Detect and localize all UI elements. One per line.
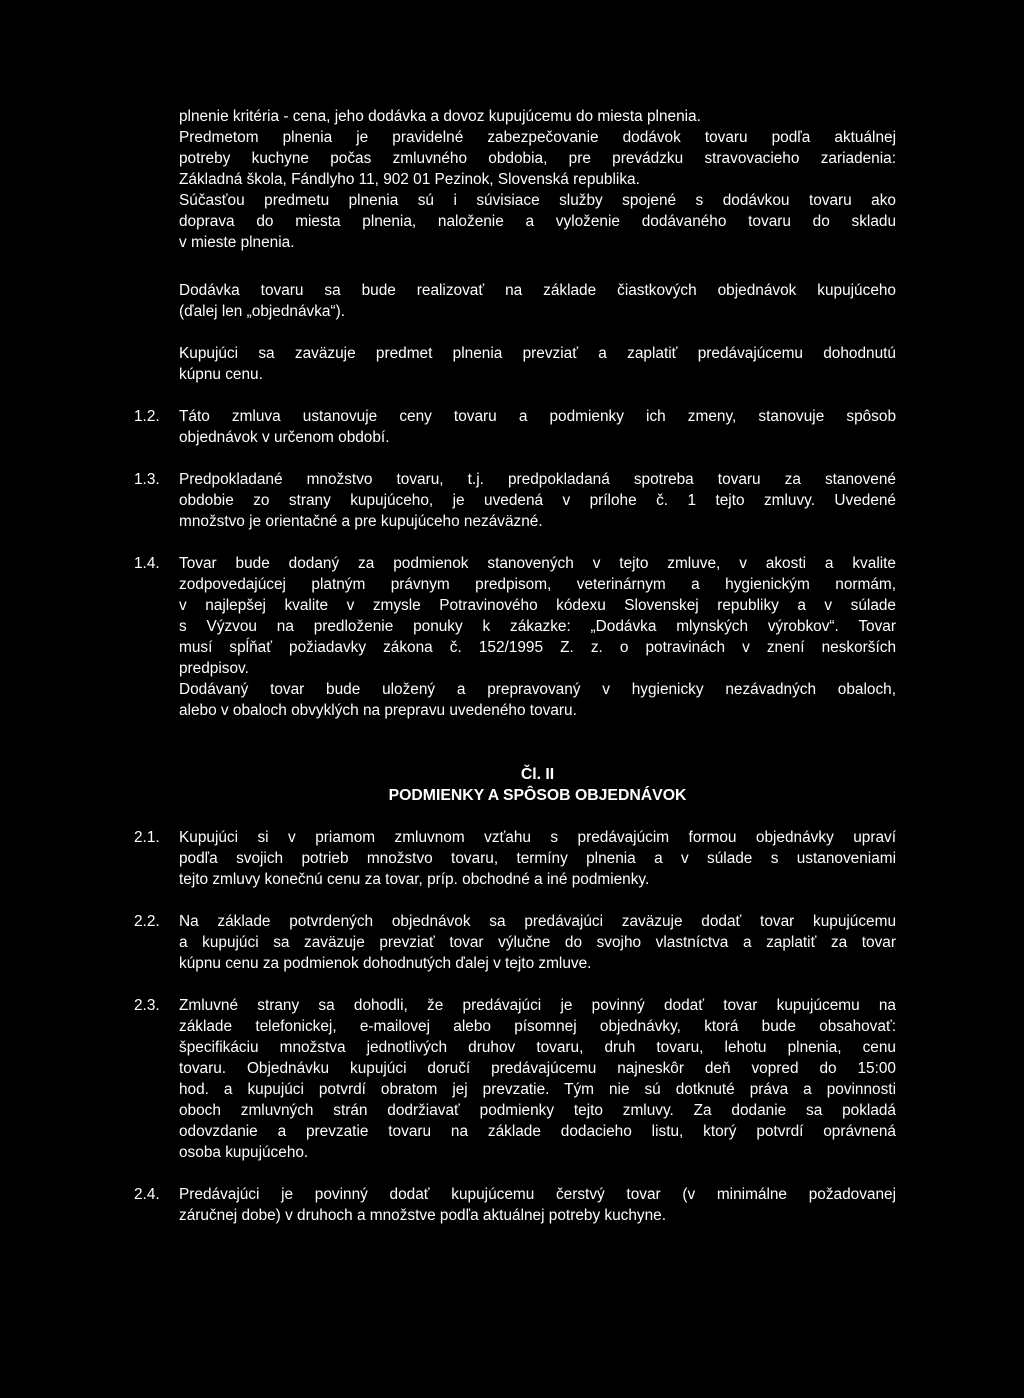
text-line: oboch zmluvných strán dodržiavať podmienky tejto zmluvy. Za dodanie sa pokladá: [179, 1102, 896, 1119]
text-line: v najlepšej kvalite v zmysle Potravinového kódexu Slovenskej republiky a v súlade: [179, 597, 896, 614]
text-line: Dodávaný tovar bude uložený a prepravovaný v hygienicky nezávadných obaloch,: [179, 681, 896, 698]
text-line: Kupujúci sa zaväzuje predmet plnenia prevziať a zaplatiť predávajúcemu dohodnutú: [179, 345, 896, 362]
intro-paragraph: [179, 106, 896, 253]
text-line: odovzdanie a prevzatie tovaru na základe dodacieho listu, ktorý potvrdí oprávnená: [179, 1123, 896, 1140]
text-line: Kupujúci si v priamom zmluvnom vzťahu s predávajúcim formou objednávky upraví: [179, 829, 896, 846]
text-line: množstvo je orientačné a pre kupujúceho nezáväzné.: [179, 513, 543, 530]
text-line: Zmluvné strany sa dohodli, že predávajúci je povinný dodať tovar kupujúcemu na: [179, 997, 896, 1014]
section-1-3: [179, 469, 896, 532]
text-line: Základná škola, Fándlyho 11, 902 01 Pezinok, Slovenská republika.: [179, 171, 640, 188]
text-line: kúpnu cenu.: [179, 366, 263, 383]
section-number: 2.1.: [134, 829, 160, 846]
payment-paragraph: [179, 343, 896, 385]
text-line: podľa svojich potrieb množstvo tovaru, termíny plnenia a v súlade s ustanoveniami: [179, 850, 896, 867]
text-line: v mieste plnenia.: [179, 234, 295, 251]
text-line: Táto zmluva ustanovuje ceny tovaru a podmienky ich zmeny, stanovuje spôsob: [179, 408, 896, 425]
text-line: Predpokladané množstvo tovaru, t.j. predpokladaná spotreba tovaru za stanovené: [179, 471, 896, 488]
section-number: 1.2.: [134, 408, 160, 425]
text-line: špecifikáciu množstva jednotlivých druhov tovaru, druh tovaru, lehotu plnenia, cenu: [179, 1039, 896, 1056]
section-1-2: [179, 406, 896, 448]
text-line: Predmetom plnenia je pravidelné zabezpečovanie dodávok tovaru podľa aktuálnej: [179, 129, 896, 146]
text-line: Dodávka tovaru sa bude realizovať na základe čiastkových objednávok kupujúceho: [179, 282, 896, 299]
text-line: (ďalej len „objednávka“).: [179, 303, 346, 320]
text-line: musí spĺňať požiadavky zákona č. 152/1995 Z. z. o potravinách v znení neskorších: [179, 639, 896, 656]
text-line: kúpnu cenu za podmienok dohodnutých ďalej v tejto zmluve.: [179, 955, 592, 972]
text-line: základe telefonickej, e-mailovej alebo písomnej objednávky, ktorá bude obsahovať:: [179, 1018, 896, 1035]
article-title: PODMIENKY A SPÔSOB OBJEDNÁVOK: [388, 787, 687, 804]
section-2-3: [179, 995, 896, 1163]
text-line: s Výzvou na predloženie ponuky k zákazke: „Dodávka mlynských výrobkov“. Tovar: [179, 618, 896, 635]
text-line: záručnej dobe) v druhoch a množstve podľa aktuálnej potreby kuchyne.: [179, 1207, 667, 1224]
text-line: obdobie zo strany kupujúceho, je uvedená v prílohe č. 1 tejto zmluvy. Uvedené: [179, 492, 896, 509]
section-2-2: [179, 911, 896, 974]
delivery-paragraph: [179, 280, 896, 322]
section-2-4: [179, 1184, 896, 1226]
text-line: predpisov.: [179, 660, 249, 677]
section-number: 2.3.: [134, 997, 160, 1014]
text-line: Súčasťou predmetu plnenia sú i súvisiace služby spojené s dodávkou tovaru ako: [179, 192, 896, 209]
text-line: hod. a kupujúci potvrdí obratom jej prevzatie. Tým nie sú dotknuté práva a povinnosti: [179, 1081, 896, 1098]
section-number: 1.3.: [134, 471, 160, 488]
text-line: Na základe potvrdených objednávok sa predávajúci zaväzuje dodať tovar kupujúcemu: [179, 913, 896, 930]
text-line: plnenie kritéria - cena, jeho dodávka a dovoz kupujúcemu do miesta plnenia.: [179, 108, 701, 125]
section-1-4: [179, 553, 896, 721]
text-line: tovaru. Objednávku kupujúci doručí predávajúcemu najneskôr deň vopred do 15:00: [179, 1060, 896, 1077]
section-number: 1.4.: [134, 555, 160, 572]
section-number: 2.4.: [134, 1186, 160, 1203]
text-line: osoba kupujúceho.: [179, 1144, 309, 1161]
text-line: Predávajúci je povinný dodať kupujúcemu čerstvý tovar (v minimálne požadovanej: [179, 1186, 896, 1203]
text-line: potreby kuchyne počas zmluvného obdobia, pre prevádzku stravovacieho zariadenia:: [179, 150, 896, 167]
text-line: objednávok v určenom období.: [179, 429, 390, 446]
text-line: alebo v obaloch obvyklých na prepravu uvedeného tovaru.: [179, 702, 577, 719]
text-line: zodpovedajúcej platným právnym predpisom, veterinárnym a hygienickým normám,: [179, 576, 896, 593]
text-line: doprava do miesta plnenia, naloženie a vyloženie dodávaného tovaru do skladu: [179, 213, 896, 230]
text-line: a kupujúci sa zaväzuje prevziať tovar výlučne do svojho vlastníctva a zaplatiť za tovar: [179, 934, 896, 951]
article-label: Čl. II: [520, 766, 555, 783]
section-number: 2.2.: [134, 913, 160, 930]
text-line: tejto zmluvy konečnú cenu za tovar, príp. obchodné a iné podmienky.: [179, 871, 650, 888]
section-2-1: [179, 827, 896, 890]
text-line: Tovar bude dodaný za podmienok stanovených v tejto zmluve, v akosti a kvalite: [179, 555, 896, 572]
